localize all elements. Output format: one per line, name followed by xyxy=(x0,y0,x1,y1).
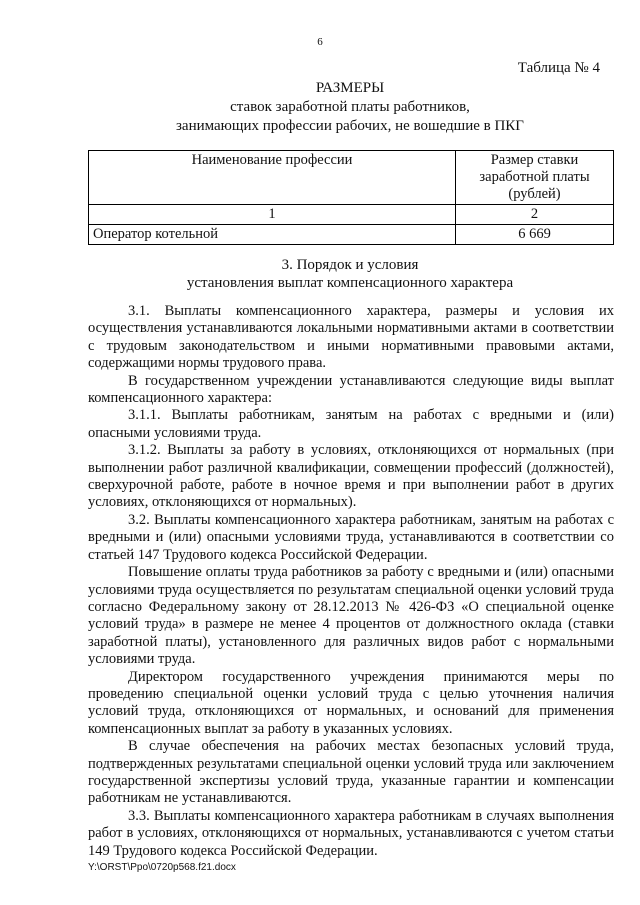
paragraph: В государственном учреждении устанавливаются следующие виды выплат компенсационного характера: xyxy=(88,372,614,407)
profession-name: Оператор котельной xyxy=(89,225,456,245)
title-line-3: занимающих профессии рабочих, не вошедшие в ПКГ xyxy=(176,118,524,134)
paragraph: 3.3. Выплаты компенсационного характера работникам в случаях выполнения работ в условиях, отклоняющихся от нормальных, устанавливаются с учетом статьи 149 Трудового кодекса Российской Федерации. xyxy=(88,807,614,859)
footer-file-path: Y:\ORST\Ppo\0720p568.f21.docx xyxy=(88,862,236,873)
section-heading-line-1: 3. Порядок и условия xyxy=(281,257,419,273)
paragraph: 3.1.1. Выплаты работникам, занятым на работах с вредными и (или) опасными условиями труда. xyxy=(88,407,614,441)
paragraph: В случае обеспечения на рабочих местах безопасных условий труда, подтвержденных результатами специальной оценки условий труда или заключением государственной экспертизы условий труда, указанные гарантии и компенсации работникам не устанавливаются. xyxy=(88,738,614,807)
paragraph: Повышение оплаты труда работников за работу с вредными и (или) опасными условиями труда осуществляется по результатам специальной оценки условий труда согласно Федеральному закону от 28.12.2013 № 426-ФЗ «О специальной оценке условий труда» в размере не менее 4 процентов от должностного оклада (ставки заработной платы), установленного для различных видов работ с нормальными условиями труда. xyxy=(88,564,614,668)
section-heading-line-2: установления выплат компенсационного характера xyxy=(186,275,514,291)
paragraph: 3.1. Выплаты компенсационного характера, размеры и условия их осуществления устанавливаются локальными нормативными актами в соответствии с трудовым законодательством и иными нормативными правовыми актами, содержащими нормы трудового права. xyxy=(88,303,614,372)
title-line-1: РАЗМЕРЫ xyxy=(315,80,385,96)
rate-value: 6 669 xyxy=(456,225,614,245)
table-row xyxy=(89,225,614,245)
col1-number: 1 xyxy=(89,205,456,225)
page-number: 6 xyxy=(317,36,323,48)
table-header-row xyxy=(89,151,614,205)
col2-header: Размер ставки заработной платы (рублей) xyxy=(456,151,614,205)
title-line-2: ставок заработной платы работников, xyxy=(230,99,470,115)
table-number-row xyxy=(89,205,614,225)
body-text xyxy=(88,303,614,860)
paragraph: 3.2. Выплаты компенсационного характера работникам, занятым на работах с вредными и (или) опасными условиями труда, устанавливаются в соответствии со статьей 147 Трудового кодекса Российской Федерации. xyxy=(88,511,614,563)
paragraph: Директором государственного учреждения принимаются меры по проведению специальной оценки условий труда с целью уточнения наличия условий труда, отклоняющихся от нормальных, и оснований для применения компенсационных выплат за работу в указанных условиях. xyxy=(88,668,614,737)
paragraph: 3.1.2. Выплаты за работу в условиях, отклоняющихся от нормальных (при выполнении работ различной квалификации, совмещении профессий (должностей), сверхурочной работе, работе в ночное время и при выполнении работ в других условиях, отклоняющихся от нормальных). xyxy=(88,442,614,511)
table-label: Таблица № 4 xyxy=(517,60,600,76)
col2-number: 2 xyxy=(456,205,614,225)
rates-table xyxy=(88,150,614,245)
col1-header: Наименование профессии xyxy=(89,151,456,205)
